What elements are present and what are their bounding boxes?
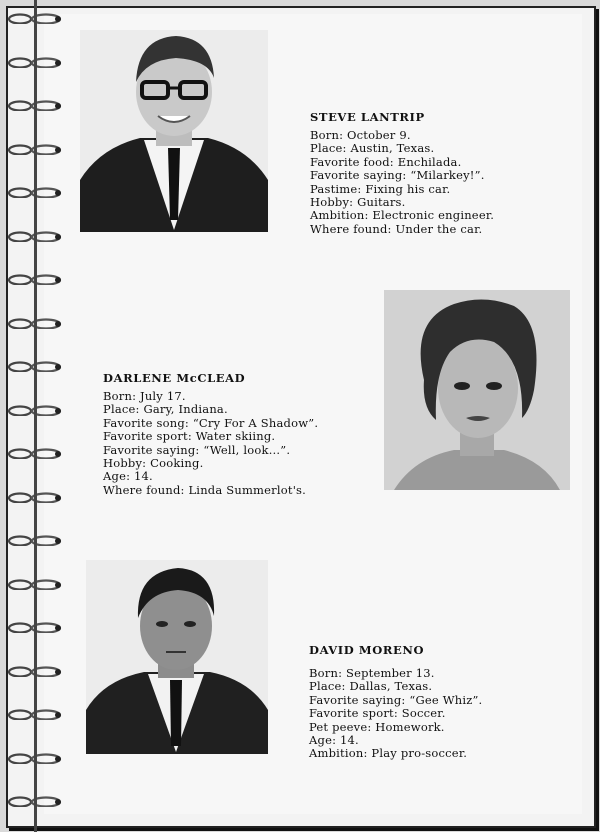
detail-line: Pastime: Fixing his car. <box>310 181 451 196</box>
detail-line: Born: October 9. <box>310 128 411 142</box>
detail-line: Where found: Linda Summerlot's. <box>103 482 307 497</box>
detail-line: Place: Dallas, Texas. <box>309 679 433 694</box>
portrait-steve-lantrip <box>80 30 268 232</box>
profile-details <box>309 667 482 761</box>
profile-name: DARLENE McCLEAD <box>103 371 246 385</box>
detail-line: Favorite food: Enchilada. <box>310 154 462 169</box>
profile-name: DAVID MORENO <box>309 643 425 657</box>
detail-line: Hobby: Cooking. <box>103 456 204 471</box>
detail-line: Ambition: Play pro-soccer. <box>309 746 468 761</box>
detail-line: Born: July 17. <box>103 389 186 403</box>
detail-line: Pet peeve: Homework. <box>309 719 445 734</box>
profile-details <box>103 390 318 497</box>
detail-line: Born: September 13. <box>309 666 435 680</box>
detail-line: Hobby: Guitars. <box>310 195 406 210</box>
binding-spine <box>34 0 37 832</box>
profile-name: STEVE LANTRIP <box>310 110 425 124</box>
profile-details <box>310 129 494 236</box>
detail-line: Place: Austin, Texas. <box>310 141 435 156</box>
detail-line: Age: 14. <box>103 469 153 484</box>
detail-line: Where found: Under the car. <box>310 221 483 236</box>
detail-line: Favorite sport: Soccer. <box>309 706 446 721</box>
portrait-darlene-mcclead <box>384 290 570 490</box>
detail-line: Favorite saying: “Well, look…”. <box>103 442 291 457</box>
detail-line: Favorite sport: Water skiing. <box>103 429 276 444</box>
detail-line: Favorite saying: “Milarkey!”. <box>310 168 485 183</box>
detail-line: Age: 14. <box>309 733 359 748</box>
detail-line: Favorite song: “Cry For A Shadow”. <box>103 415 319 430</box>
spiral-binding <box>6 0 66 832</box>
detail-line: Favorite saying: “Gee Whiz”. <box>309 692 483 707</box>
detail-line: Place: Gary, Indiana. <box>103 402 228 417</box>
portrait-david-moreno <box>86 560 268 754</box>
detail-line: Ambition: Electronic engineer. <box>310 208 495 223</box>
